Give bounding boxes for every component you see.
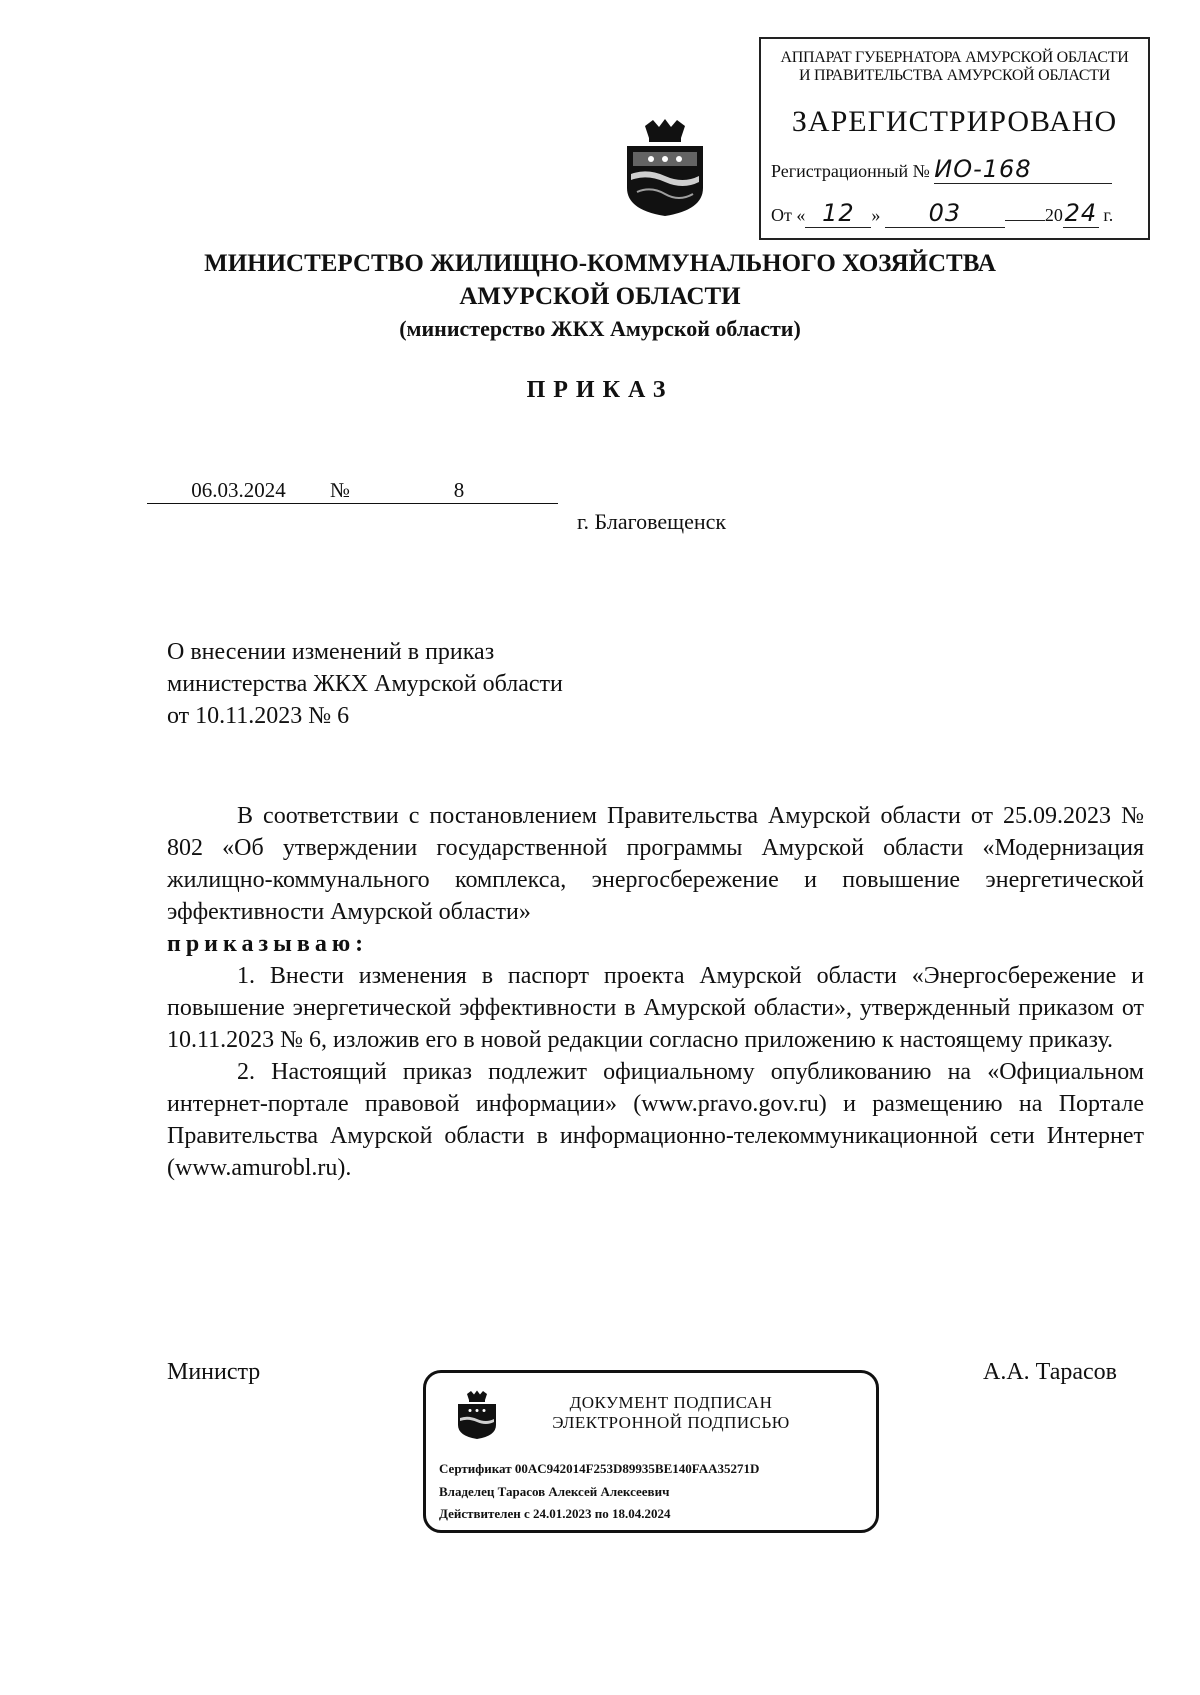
stamp-from-label: От « bbox=[771, 205, 806, 225]
ministry-name-line2: АМУРСКОЙ ОБЛАСТИ bbox=[459, 283, 741, 310]
preamble-paragraph: В соответствии с постановлением Правительства Амурской области от 25.09.2023 № 802 «Об утверждении государственной программы Амурской области «Модернизация жилищно-коммунального комплекса, энергосбережение и повышение энергетической эффективности Амурской области» bbox=[167, 803, 1144, 925]
ministry-name-line1: МИНИСТЕРСТВО ЖИЛИЩНО-КОММУНАЛЬНОГО ХОЗЯЙСТВА bbox=[204, 250, 996, 277]
stamp-reg-label: Регистрационный № bbox=[771, 161, 930, 181]
document-number: 8 bbox=[453, 478, 465, 502]
order-item-2: 2. Настоящий приказ подлежит официальному опубликованию на «Официальном интернет-портале правовой информации» (www.pravo.gov.ru) и размещению на Портале Правительства Амурской области в информационно-телекоммуникационной сети Интернет (www.amurobl.ru). bbox=[167, 1059, 1144, 1181]
esignature-certificate: Сертификат 00AC942014F253D89935BE140FAA35271D bbox=[439, 1461, 760, 1476]
esignature-title-line1: ДОКУМЕНТ ПОДПИСАН bbox=[569, 1393, 773, 1412]
stamp-reg-number: ИО-168 bbox=[934, 155, 1032, 183]
esignature-emblem-icon bbox=[456, 1389, 498, 1441]
esignature-validity: Действителен с 24.01.2023 по 18.04.2024 bbox=[439, 1506, 671, 1521]
number-label: № bbox=[330, 478, 351, 502]
subject-line2: министерства ЖКХ Амурской области bbox=[167, 671, 563, 697]
document-subject bbox=[167, 636, 727, 732]
ministry-short-name: (министерство ЖКХ Амурской области) bbox=[399, 316, 801, 341]
stamp-year-mark: г. bbox=[1103, 205, 1114, 225]
subject-line3: от 10.11.2023 № 6 bbox=[167, 703, 350, 729]
electronic-signature-box bbox=[423, 1370, 879, 1533]
order-item-1: 1. Внести изменения в паспорт проекта Амурской области «Энергосбережение и повышение энергетической эффективности в Амурской области», утвержденный приказом от 10.11.2023 № 6, изложив его в новой редакции согласно приложению к настоящему приказу. bbox=[167, 963, 1144, 1053]
stamp-year-suffix: 24 bbox=[1064, 199, 1098, 227]
stamp-day: 12 bbox=[822, 199, 855, 227]
order-word: приказываю: bbox=[167, 931, 369, 957]
signer-name: А.А. Тарасов bbox=[983, 1359, 1118, 1385]
esignature-title bbox=[526, 1393, 816, 1433]
esignature-title-line2: ЭЛЕКТРОННОЙ ПОДПИСЬЮ bbox=[552, 1413, 790, 1432]
stamp-year-prefix: 20 bbox=[1044, 205, 1063, 225]
esignature-owner: Владелец Тарасов Алексей Алексеевич bbox=[439, 1484, 670, 1499]
stamp-quote-close: » bbox=[871, 205, 881, 225]
document-city: г. Благовещенск bbox=[577, 509, 727, 534]
document-date-number bbox=[147, 478, 558, 504]
subject-line1: О внесении изменений в приказ bbox=[167, 639, 495, 665]
signer-title: Министр bbox=[167, 1359, 261, 1385]
stamp-reg-row bbox=[771, 155, 1112, 184]
stamp-org-line2: И ПРАВИТЕЛЬСТВА АМУРСКОЙ ОБЛАСТИ bbox=[799, 67, 1110, 84]
stamp-date-row bbox=[771, 199, 1113, 228]
registration-stamp bbox=[759, 37, 1150, 240]
stamp-organization bbox=[761, 49, 1148, 85]
stamp-status: ЗАРЕГИСТРИРОВАНО bbox=[791, 105, 1118, 138]
stamp-month: 03 bbox=[928, 199, 962, 227]
document-type: ПРИКАЗ bbox=[526, 377, 674, 403]
stamp-org-line1: АППАРАТ ГУБЕРНАТОРА АМУРСКОЙ ОБЛАСТИ bbox=[780, 49, 1129, 66]
coat-of-arms-icon bbox=[623, 118, 707, 218]
document-date: 06.03.2024 bbox=[191, 478, 286, 502]
document-body bbox=[167, 800, 1144, 1184]
